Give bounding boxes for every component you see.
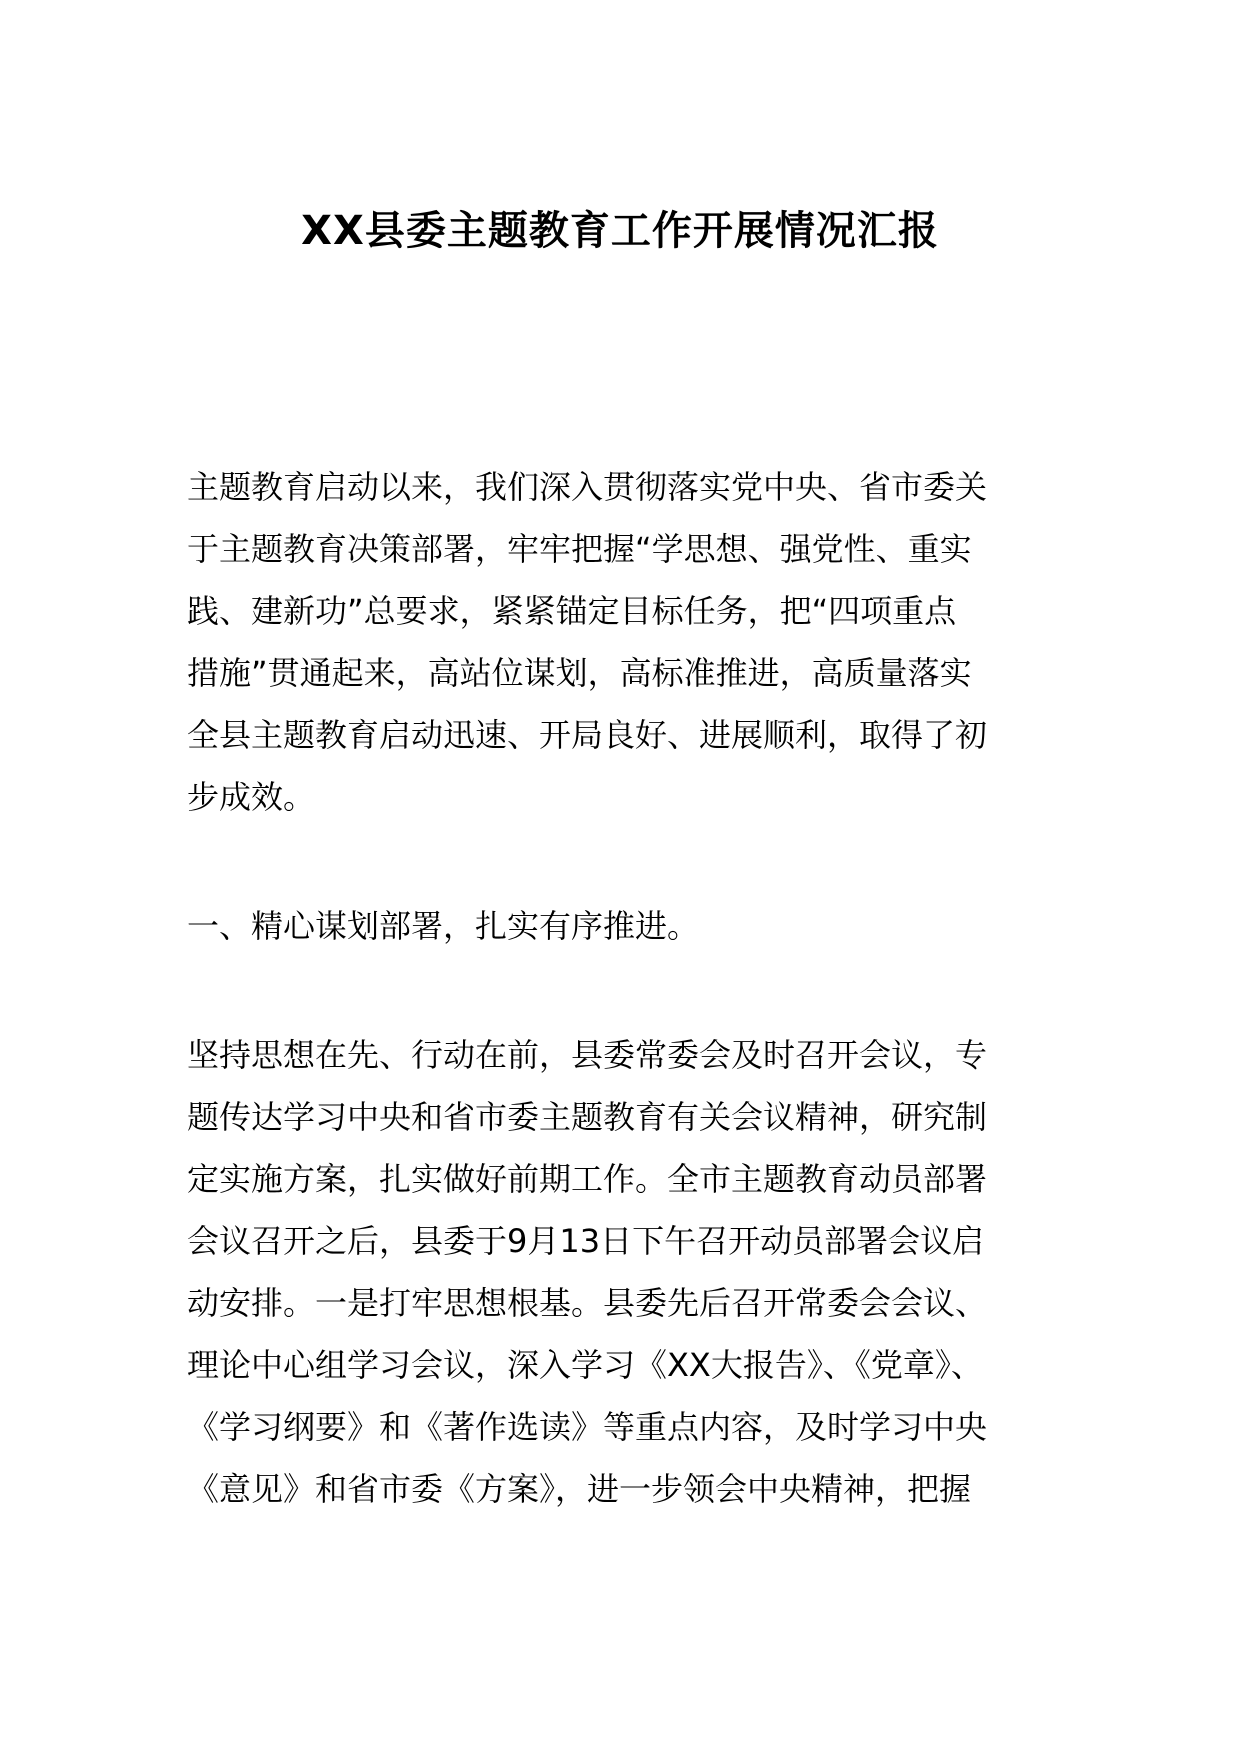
body-line: 会议召开之后，县委于9月13日下午召开动员部署会议启 [187,1222,985,1260]
body-line: 坚持思想在先、行动在前，县委常委会及时召开会议，专 [187,1036,988,1074]
intro-line: 全县主题教育启动迅速、开局良好、进展顺利，取得了初 [187,716,988,754]
intro-line: 措施”贯通起来，高站位谋划，高标准推进，高质量落实 [187,654,972,692]
intro-line: 践、建新功”总要求，紧紧锚定目标任务，把“四项重点 [187,592,957,630]
body-line: 《学习纲要》和《著作选读》等重点内容，及时学习中央 [187,1408,988,1446]
document-title: XX县委主题教育工作开展情况汇报 [301,208,939,254]
intro-line: 于主题教育决策部署，牢牢把握“学思想、强党性、重实 [187,530,972,568]
body-line: 题传达学习中央和省市委主题教育有关会议精神，研究制 [187,1098,988,1136]
intro-line: 主题教育启动以来，我们深入贯彻落实党中央、省市委关 [187,468,988,506]
section-heading: 一、精心谋划部署，扎实有序推进。 [187,907,700,945]
body-line: 动安排。一是打牢思想根基。县委先后召开常委会会议、 [187,1284,988,1322]
intro-line: 步成效。 [187,778,316,816]
body-line: 《意见》和省市委《方案》，进一步领会中央精神，把握 [187,1470,972,1508]
body-line: 定实施方案，扎实做好前期工作。全市主题教育动员部署 [187,1160,988,1198]
body-line: 理论中心组学习会议，深入学习《XX大报告》、《党章》、 [187,1346,983,1384]
